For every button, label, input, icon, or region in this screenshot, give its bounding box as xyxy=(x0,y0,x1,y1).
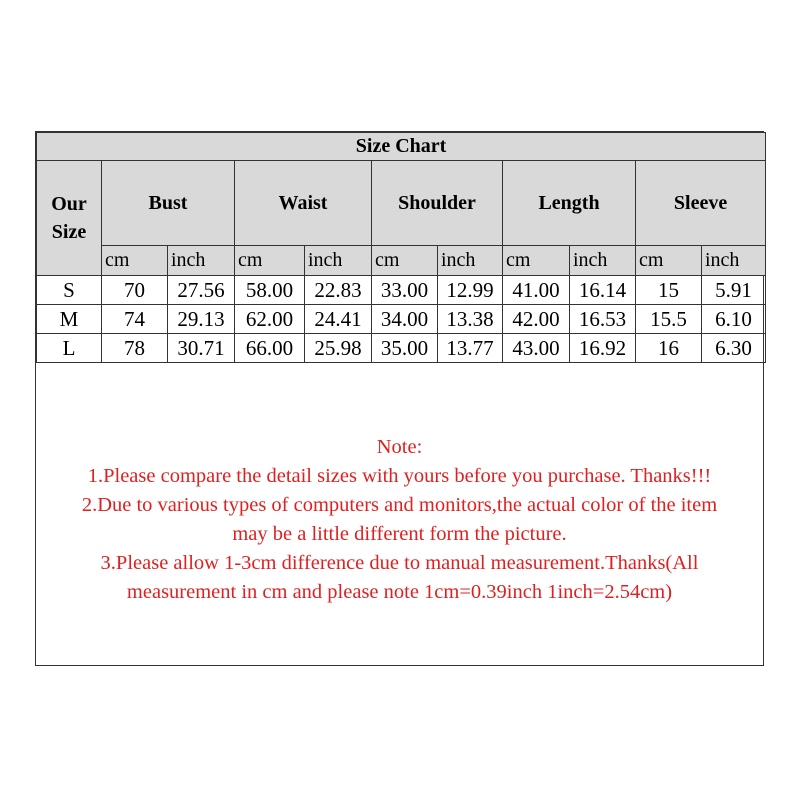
note-line-2a: 2.Due to various types of computers and monitors,the actual color of the item xyxy=(81,494,718,516)
note-line-1: 1.Please compare the detail sizes with yours before you purchase. Thanks!!! xyxy=(87,465,712,487)
value-cell: 29.13 xyxy=(168,305,235,334)
table-row xyxy=(37,305,766,334)
value-cell: 15.5 xyxy=(636,305,702,334)
size-header-line2: Size xyxy=(51,221,87,243)
value-cell: 30.71 xyxy=(168,334,235,363)
note-line-3b: measurement in cm and please note 1cm=0.39inch 1inch=2.54cm) xyxy=(126,581,673,603)
value-cell: 15 xyxy=(636,276,702,305)
value-cell: 5.91 xyxy=(702,276,766,305)
value-cell: 58.00 xyxy=(235,276,305,305)
unit-cell: cm xyxy=(503,246,570,276)
unit-cell: inch xyxy=(570,246,636,276)
waist-header: Waist xyxy=(235,161,372,246)
value-cell: 34.00 xyxy=(372,305,438,334)
value-cell: 22.83 xyxy=(305,276,372,305)
value-cell: 35.00 xyxy=(372,334,438,363)
value-cell: 6.10 xyxy=(702,305,766,334)
unit-cell: inch xyxy=(438,246,503,276)
unit-cell: cm xyxy=(235,246,305,276)
unit-cell: cm xyxy=(636,246,702,276)
value-cell: 41.00 xyxy=(503,276,570,305)
value-cell: 13.77 xyxy=(438,334,503,363)
value-cell: 42.00 xyxy=(503,305,570,334)
value-cell: 16.14 xyxy=(570,276,636,305)
unit-cell: inch xyxy=(305,246,372,276)
value-cell: 16 xyxy=(636,334,702,363)
size-cell: M xyxy=(37,305,102,334)
unit-cell: inch xyxy=(168,246,235,276)
size-header-line1: Our xyxy=(51,193,87,215)
table-row xyxy=(37,276,766,305)
value-cell: 12.99 xyxy=(438,276,503,305)
value-cell: 6.30 xyxy=(702,334,766,363)
value-cell: 27.56 xyxy=(168,276,235,305)
value-cell: 24.41 xyxy=(305,305,372,334)
value-cell: 33.00 xyxy=(372,276,438,305)
note-line-2b: may be a little different form the picture. xyxy=(232,523,567,545)
table-row xyxy=(37,334,766,363)
value-cell: 43.00 xyxy=(503,334,570,363)
value-cell: 25.98 xyxy=(305,334,372,363)
value-cell: 74 xyxy=(102,305,168,334)
size-table xyxy=(36,132,766,363)
sleeve-header: Sleeve xyxy=(636,161,766,246)
notes-section xyxy=(36,365,763,665)
value-cell: 70 xyxy=(102,276,168,305)
value-cell: 16.53 xyxy=(570,305,636,334)
value-cell: 62.00 xyxy=(235,305,305,334)
value-cell: 66.00 xyxy=(235,334,305,363)
bust-header: Bust xyxy=(102,161,235,246)
unit-cell: inch xyxy=(702,246,766,276)
value-cell: 16.92 xyxy=(570,334,636,363)
size-cell: L xyxy=(37,334,102,363)
length-header: Length xyxy=(503,161,636,246)
size-column-header xyxy=(37,161,102,276)
value-cell: 78 xyxy=(102,334,168,363)
size-cell: S xyxy=(37,276,102,305)
unit-cell: cm xyxy=(372,246,438,276)
unit-cell: cm xyxy=(102,246,168,276)
shoulder-header: Shoulder xyxy=(372,161,503,246)
note-title: Note: xyxy=(376,436,423,458)
note-line-3a: 3.Please allow 1-3cm difference due to manual measurement.Thanks(All xyxy=(100,552,699,574)
size-chart xyxy=(35,131,764,666)
table-title: Size Chart xyxy=(37,133,766,161)
value-cell: 13.38 xyxy=(438,305,503,334)
